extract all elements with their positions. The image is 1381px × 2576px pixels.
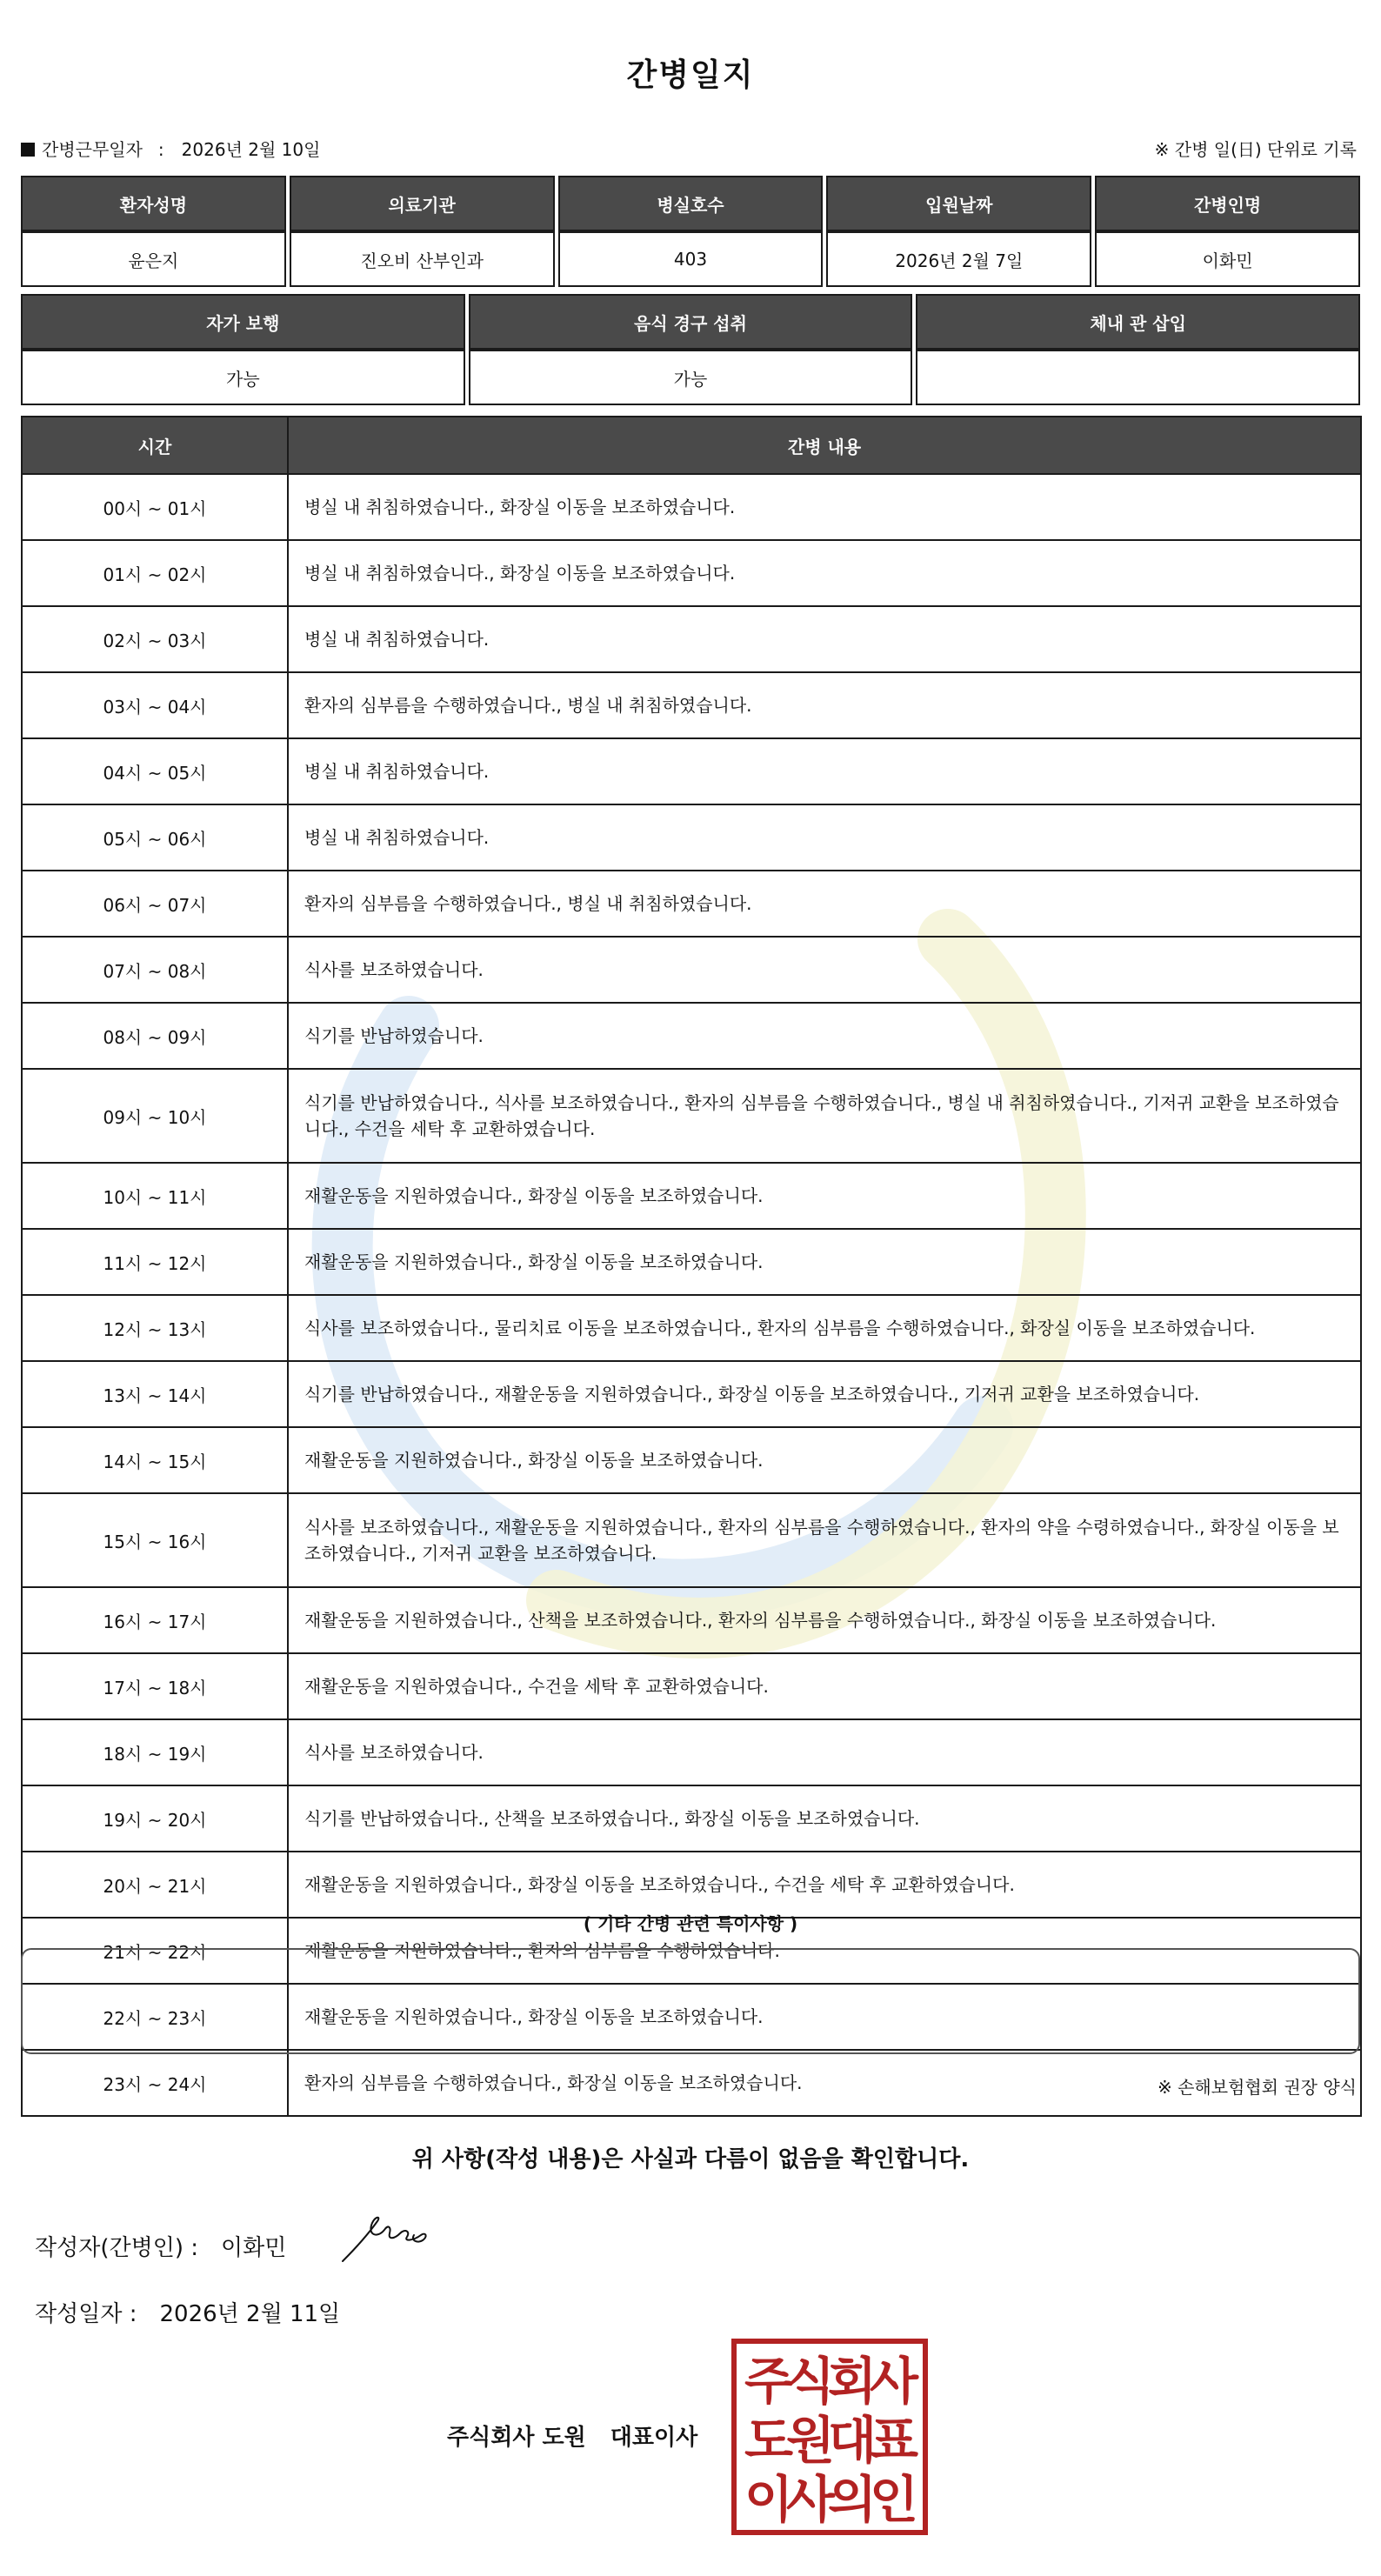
association-note: ※ 손해보험협회 권장 양식: [1157, 2077, 1357, 2098]
square-bullet-icon: [21, 143, 35, 157]
work-date: [21, 136, 320, 161]
table-row: [22, 804, 1361, 871]
log-content: 재활운동을 지원하였습니다., 화장실 이동을 보조하였습니다.: [288, 1427, 1361, 1493]
log-content: 재활운동을 지원하였습니다., 화장실 이동을 보조하였습니다.: [288, 1984, 1361, 2050]
log-content: 재활운동을 지원하였습니다., 산책을 보조하였습니다., 환자의 심부름을 수행하였습니다., 화장실 이동을 보조하였습니다.: [288, 1587, 1361, 1653]
company-rep-title: 대표이사: [610, 2425, 698, 2451]
log-time: 23시 ~ 24시: [22, 2050, 288, 2116]
log-content: 재활운동을 지원하였습니다., 화장실 이동을 보조하였습니다.: [288, 1229, 1361, 1295]
remarks-box: [21, 1948, 1360, 2054]
author-label: 작성자(간병인) :: [35, 2235, 199, 2261]
table-row: [22, 871, 1361, 937]
table-row: [22, 1163, 1361, 1229]
svg-text:도: 도: [744, 2411, 794, 2470]
log-time: 19시 ~ 20시: [22, 1785, 288, 1852]
room-number: 403: [558, 231, 824, 287]
log-time: 09시 ~ 10시: [22, 1069, 288, 1163]
svg-text:주: 주: [744, 2352, 794, 2411]
patient-name: 윤은지: [21, 231, 286, 287]
work-date-label: 간병근무일자: [42, 139, 143, 160]
svg-text:회: 회: [827, 2352, 877, 2411]
log-content: 병실 내 취침하였습니다., 화장실 이동을 보조하였습니다.: [288, 540, 1361, 606]
log-time: 00시 ~ 01시: [22, 474, 288, 540]
company-name: 주식회사 도원: [447, 2425, 586, 2451]
written-date-label: 작성일자 :: [35, 2301, 137, 2327]
company-seal-stamp: [731, 2338, 929, 2536]
table-row: [22, 540, 1361, 606]
table-row: [22, 1719, 1361, 1785]
walking-status: 가능: [21, 350, 465, 405]
log-content: 식사를 보조하였습니다., 재활운동을 지원하였습니다., 환자의 심부름을 수행하였습니다., 환자의 약을 수령하였습니다., 화장실 이동을 보조하였습니다., 기저귀 교환을 보조하였습니다.: [288, 1493, 1361, 1587]
log-time: 06시 ~ 07시: [22, 871, 288, 937]
table-row: [22, 738, 1361, 804]
table-row: [22, 1852, 1361, 1918]
svg-text:대: 대: [827, 2411, 877, 2470]
unit-note: ※ 간병 일(日) 단위로 기록: [1154, 139, 1357, 160]
remarks-title: ( 기타 간병 관련 특이사항 ): [583, 1913, 798, 1934]
log-content: 환자의 심부름을 수행하였습니다., 병실 내 취침하였습니다.: [288, 672, 1361, 738]
header-caregiver-name: 간병인명: [1095, 176, 1360, 231]
log-content: 환자의 심부름을 수행하였습니다., 화장실 이동을 보조하였습니다.: [288, 2050, 1361, 2116]
table-row: [22, 672, 1361, 738]
table-row: [22, 1785, 1361, 1852]
author-line: [35, 2230, 286, 2262]
svg-text:의: 의: [827, 2470, 877, 2529]
svg-text:표: 표: [869, 2411, 919, 2470]
log-content: 병실 내 취침하였습니다.: [288, 804, 1361, 871]
header-care-content: 간병 내용: [288, 417, 1361, 474]
log-time: 13시 ~ 14시: [22, 1361, 288, 1427]
log-time: 16시 ~ 17시: [22, 1587, 288, 1653]
log-time: 02시 ~ 03시: [22, 606, 288, 672]
caregiver-name: 이화민: [1095, 231, 1360, 287]
header-patient-name: 환자성명: [21, 176, 286, 231]
confirmation-statement: 위 사항(작성 내용)은 사실과 다름이 없음을 확인합니다.: [411, 2146, 970, 2172]
table-row: [22, 1229, 1361, 1295]
table-row: [22, 1653, 1361, 1719]
log-time: 08시 ~ 09시: [22, 1003, 288, 1069]
log-time: 22시 ~ 23시: [22, 1984, 288, 2050]
svg-text:인: 인: [869, 2470, 919, 2529]
author-name: 이화민: [221, 2235, 287, 2261]
log-content: 식사를 보조하였습니다.: [288, 937, 1361, 1003]
work-date-value: 2026년 2월 10일: [181, 139, 321, 160]
log-content: 재활운동을 지원하였습니다., 수건을 세탁 후 교환하였습니다.: [288, 1653, 1361, 1719]
log-time: 03시 ~ 04시: [22, 672, 288, 738]
svg-text:사: 사: [869, 2352, 919, 2411]
log-content: 재활운동을 지원하였습니다., 화장실 이동을 보조하였습니다., 수건을 세탁 후 교환하였습니다.: [288, 1852, 1361, 1918]
table-row: [22, 1427, 1361, 1493]
tube-status: [916, 350, 1360, 405]
log-time: 17시 ~ 18시: [22, 1653, 288, 1719]
table-row: [22, 474, 1361, 540]
log-time: 10시 ~ 11시: [22, 1163, 288, 1229]
company-line: [447, 2419, 697, 2452]
log-content: 식기를 반납하였습니다., 식사를 보조하였습니다., 환자의 심부름을 수행하였습니다., 병실 내 취침하였습니다., 기저귀 교환을 보조하였습니다., 수건을 세탁 후 교환하였습니다.: [288, 1069, 1361, 1163]
table-row: [22, 1587, 1361, 1653]
header-time: 시간: [22, 417, 288, 474]
patient-status-table: [17, 294, 1364, 405]
log-content: 식사를 보조하였습니다., 물리치료 이동을 보조하였습니다., 환자의 심부름을 수행하였습니다., 화장실 이동을 보조하였습니다.: [288, 1295, 1361, 1361]
log-time: 07시 ~ 08시: [22, 937, 288, 1003]
work-date-colon: :: [157, 139, 164, 160]
patient-info-table: [17, 176, 1364, 287]
page-title: 간병일지: [626, 57, 755, 93]
table-row: [22, 1069, 1361, 1163]
oral-intake-status: 가능: [469, 350, 913, 405]
log-content: 식기를 반납하였습니다., 재활운동을 지원하였습니다., 화장실 이동을 보조하였습니다., 기저귀 교환을 보조하였습니다.: [288, 1361, 1361, 1427]
table-row: [22, 1493, 1361, 1587]
written-date-value: 2026년 2월 11일: [159, 2301, 341, 2327]
table-row: [22, 1003, 1361, 1069]
log-content: 식사를 보조하였습니다.: [288, 1719, 1361, 1785]
log-time: 11시 ~ 12시: [22, 1229, 288, 1295]
svg-text:사: 사: [785, 2470, 836, 2529]
header-room: 병실호수: [558, 176, 824, 231]
log-time: 05시 ~ 06시: [22, 804, 288, 871]
header-tube: 체내 관 삽입: [916, 294, 1360, 350]
log-content: 식기를 반납하였습니다., 산책을 보조하였습니다., 화장실 이동을 보조하였습니다.: [288, 1785, 1361, 1852]
log-time: 01시 ~ 02시: [22, 540, 288, 606]
log-time: 20시 ~ 21시: [22, 1852, 288, 1918]
svg-text:이: 이: [744, 2470, 794, 2529]
log-content: 재활운동을 지원하였습니다., 화장실 이동을 보조하였습니다.: [288, 1163, 1361, 1229]
table-row: [22, 1295, 1361, 1361]
table-row: [22, 606, 1361, 672]
log-content: 환자의 심부름을 수행하였습니다., 병실 내 취침하였습니다.: [288, 871, 1361, 937]
header-oral-intake: 음식 경구 섭취: [469, 294, 913, 350]
signature: [337, 2209, 442, 2270]
header-admission-date: 입원날짜: [826, 176, 1091, 231]
log-content: 병실 내 취침하였습니다., 화장실 이동을 보조하였습니다.: [288, 474, 1361, 540]
svg-text:식: 식: [785, 2352, 836, 2411]
header-hospital: 의료기관: [290, 176, 555, 231]
admission-date: 2026년 2월 7일: [826, 231, 1091, 287]
log-content: 재활운동을 지원하였습니다., 환자의 심부름을 수행하였습니다.: [288, 1918, 1361, 1984]
log-content: 식기를 반납하였습니다.: [288, 1003, 1361, 1069]
log-content: 병실 내 취침하였습니다.: [288, 606, 1361, 672]
svg-text:원: 원: [785, 2411, 836, 2470]
written-date-line: [35, 2296, 340, 2328]
log-time: 18시 ~ 19시: [22, 1719, 288, 1785]
log-time: 14시 ~ 15시: [22, 1427, 288, 1493]
table-row: [22, 937, 1361, 1003]
log-time: 15시 ~ 16시: [22, 1493, 288, 1587]
header-walking: 자가 보행: [21, 294, 465, 350]
care-log-table: [21, 416, 1362, 2117]
table-row: [22, 1361, 1361, 1427]
log-time: 21시 ~ 22시: [22, 1918, 288, 1984]
log-content: 병실 내 취침하였습니다.: [288, 738, 1361, 804]
log-time: 12시 ~ 13시: [22, 1295, 288, 1361]
log-time: 04시 ~ 05시: [22, 738, 288, 804]
hospital-name: 진오비 산부인과: [290, 231, 555, 287]
